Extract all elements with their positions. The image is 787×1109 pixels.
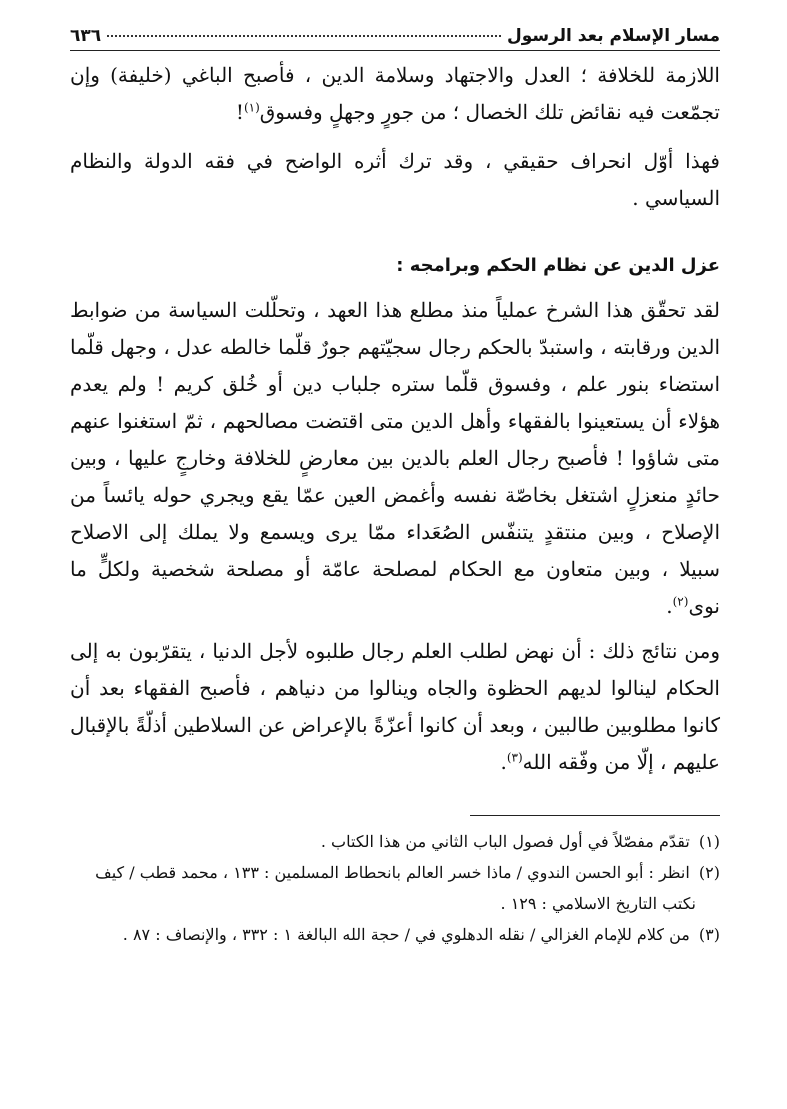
footnote-1 [70, 826, 720, 857]
page-number: ٦٣٦ [70, 26, 102, 46]
paragraph-4 [70, 633, 720, 781]
paragraph-4-tail: . [500, 750, 507, 774]
footnote-ref-1[interactable]: (١) [243, 100, 260, 115]
paragraph-4-text: ومن نتائج ذلك : أن نهض لطلب العلم رجال طلبوه لأجل الدنيا ، يتقرّبون به إلى الحكام لينالوا لديهم الحظوة والجاه وينالوا من دنياهم ، فأصبح الفقهاء بعد أن كانوا مطلوبين طالبين ، وبعد أن كانوا أعزّةً بالإعراض عن السلاطين أذلّةً بالإقبال عليهم ، إلّا من وفّقه الله [70, 639, 720, 774]
footnote-2-continuation: نكتب التاريخ الاسلامي : ١٢٩ . [500, 894, 696, 913]
paragraph-3-tail: . [666, 594, 673, 618]
paragraph-1-text: اللازمة للخلافة ؛ العدل والاجتهاد وسلامة الدين ، فأصبح الباغي (خليفة) وإن تجمّعت فيه نقائض تلك الخصال ؛ من جورٍ وجهلٍ وفسوق [70, 63, 720, 124]
section-heading: عزل الدين عن نظام الحكم وبرامجه : [396, 255, 720, 276]
paragraph-1-tail: ! [235, 100, 244, 124]
footnote-1-number: (١) [698, 832, 720, 851]
footnote-3-text: من كلام للإمام الغزالي / نقله الدهلوي في / حجة الله البالغة ١ : ٣٣٢ ، والإنصاف : ٨٧ . [122, 925, 690, 944]
footnote-ref-2[interactable]: (٢) [672, 594, 689, 609]
footnote-3 [70, 919, 720, 950]
paragraph-3-text: لقد تحقّق هذا الشرخ عملياً منذ مطلع هذا العهد ، وتحلّلت السياسة من ضوابط الدين ورقابته ، واستبدّ بالحكم رجال سجيّتهم جورٌ قلّما خالطه عدل ، وجهل قلّما استضاء بنور علم ، وفسوق قلّما ستره جلباب دين أو خُلق كريم ! ولم يعدم هؤلاء أن يستعينوا بالفقهاء وأهل الدين متى اقتضت مصالحهم ، ثمّ استغنوا عنهم متى شاؤوا ! فأصبح رجال العلم بالدين بين معارضٍ للخلافة وخارجٍ عليها ، وبين حائدٍ منعزلٍ اشتغل بخاصّة نفسه وأغمض العين عمّا يقع ويجري حوله يائساً من الإصلاح ، وبين منتقدٍ يتنفّس الصُعَداء ممّا يرى ويسمع ولا يملك إلى الاصلاح سبيلا ، وبين متعاون مع الحكام لمصلحة عامّة أو مصلحة شخصية ولكلٍّ ما نوى [70, 298, 720, 618]
running-title: مسار الإسلام بعد الرسول [506, 26, 720, 46]
footnote-1-text: تقدّم مفصّلاً في أول فصول الباب الثاني من هذا الكتاب . [320, 832, 690, 851]
footnotes [70, 826, 720, 950]
footnote-ref-3[interactable]: (٣) [506, 750, 523, 765]
paragraph-2-text: فهذا أوّل انحراف حقيقي ، وقد ترك أثره الواضح في فقه الدولة والنظام السياسي . [70, 149, 720, 210]
running-header [70, 26, 720, 51]
paragraph-3 [70, 292, 720, 625]
footnote-2 [70, 857, 720, 919]
footnote-3-number: (٣) [698, 925, 720, 944]
footnote-2-number: (٢) [698, 863, 720, 882]
book-page [70, 26, 720, 950]
footnote-2-text: انظر : أبو الحسن الندوي / ماذا خسر العالم بانحطاط المسلمين : ١٣٣ ، محمد قطب / كيف [95, 863, 690, 882]
paragraph-1 [70, 57, 720, 131]
paragraph-2 [70, 143, 720, 217]
header-leader-dots [107, 34, 501, 37]
footnote-separator [470, 815, 720, 816]
